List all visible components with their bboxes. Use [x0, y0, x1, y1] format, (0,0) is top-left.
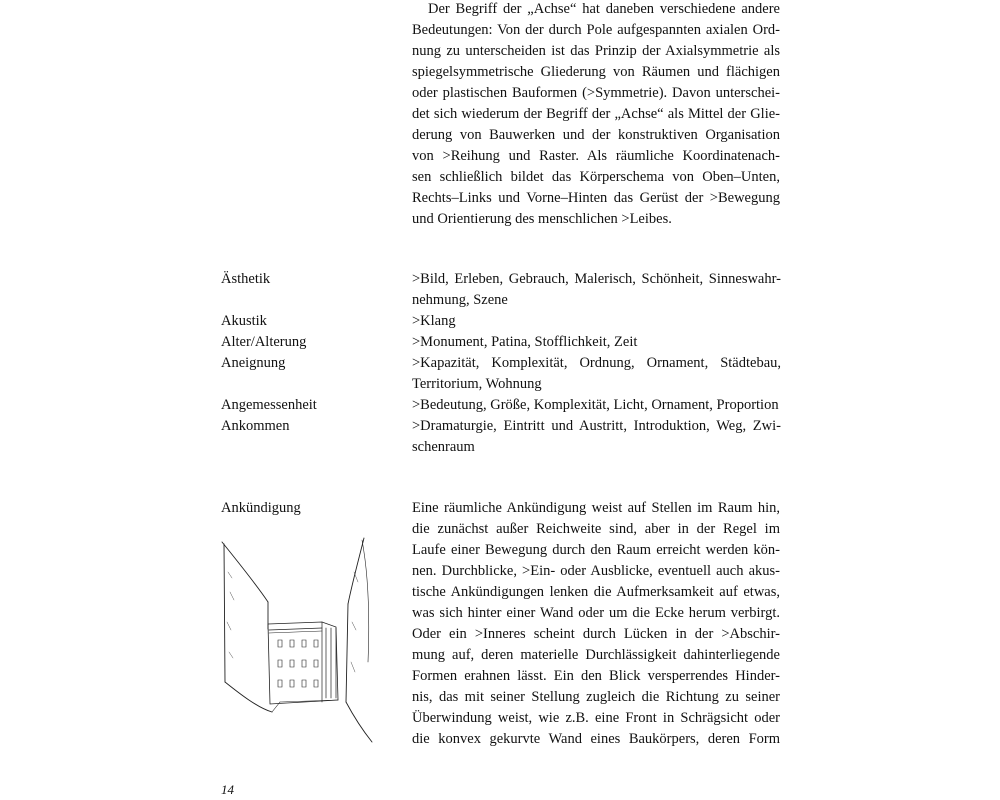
section-line: Überwindung weist, wie z.B. eine Front in Schrägsicht oder: [412, 710, 780, 726]
intro-line: nung zu unterscheiden ist das Prinzip der Axialsymmetrie als: [412, 43, 780, 59]
intro-line: sen schließlich bildet das Körperschema von Oben–Unten,: [412, 169, 780, 185]
section-line: Laufe einer Bewegung durch den Raum erreicht werden kön-: [412, 542, 780, 558]
intro-line: Bedeutungen: Von der durch Pole aufgespannten axialen Ord-: [412, 22, 780, 38]
section-line: Oder ein >Inneres scheint durch Lücken in der >Abschir-: [412, 626, 780, 642]
section-line: die konvex gekurvte Wand eines Baukörpers, deren Form: [412, 731, 780, 747]
cross-reference-list: [221, 269, 781, 458]
section-line: Eine räumliche Ankündigung weist auf Stellen im Raum hin,: [412, 500, 780, 516]
cross-reference-entry: [221, 311, 781, 332]
cross-reference-entry: [221, 416, 781, 458]
entry-term: Aneignung: [221, 355, 286, 371]
intro-line: spiegelsymmetrische Gliederung von Räumen und flächigen: [412, 64, 780, 80]
intro-line: Rechts–Links und Vorne–Hinten das Gerüst der >Bewegung: [412, 190, 780, 206]
entry-term: Angemessenheit: [221, 397, 317, 413]
section-line: tische Ankündigungen lenken die Aufmerksamkeit auf etwas,: [412, 584, 780, 600]
entry-references: >Klang: [412, 313, 456, 329]
section-line: mung auf, deren materielle Durchlässigkeit dahinterliegende: [412, 647, 780, 663]
entry-references: >Kapazität, Komplexität, Ordnung, Ornament, Städtebau, Territorium, Wohnung: [412, 355, 781, 392]
entry-term: Akustik: [221, 313, 267, 329]
intro-line: derung von Bauwerken und der konstruktiven Organisation: [412, 127, 780, 143]
entry-references: >Dramaturgie, Eintritt und Austritt, Introduktion, Weg, Zwi-schenraum: [412, 418, 781, 455]
section-line: was sich hinter einer Wand oder um die Ecke herum verbirgt.: [412, 605, 780, 621]
entry-references: >Bild, Erleben, Gebrauch, Malerisch, Schönheit, Sinneswahr-nehmung, Szene: [412, 271, 781, 308]
entry-term: Ästhetik: [221, 271, 271, 287]
intro-line: det sich wiederum der Begriff der „Achse“ als Mittel der Glie-: [412, 106, 780, 122]
entry-references: >Monument, Patina, Stofflichkeit, Zeit: [412, 334, 638, 350]
section-paragraph: [412, 498, 780, 750]
passage-sketch-illustration: [218, 532, 378, 747]
section-term: Ankündigung: [221, 500, 301, 516]
section-line: die zunächst außer Reichweite sind, aber in der Regel im: [412, 521, 780, 537]
cross-reference-entry: [221, 269, 781, 311]
cross-reference-entry: [221, 353, 781, 395]
cross-reference-entry: [221, 395, 781, 416]
intro-line: von >Reihung und Raster. Als räumliche Koordinatenach-: [412, 148, 780, 164]
entry-references: >Bedeutung, Größe, Komplexität, Licht, Ornament, Proportion: [412, 397, 779, 413]
intro-line: Der Begriff der „Achse“ hat daneben verschiedene andere: [428, 1, 780, 17]
page-number: 14: [221, 782, 234, 797]
section-line: nen. Durchblicke, >Ein- oder Ausblicke, eventuell auch akus-: [412, 563, 780, 579]
section-line: nis, das mit seiner Stellung zugleich die Richtung zu seiner: [412, 689, 780, 705]
cross-reference-entry: [221, 332, 781, 353]
intro-line: oder plastischen Bauformen (>Symmetrie). Davon unterschei-: [412, 85, 780, 101]
section-line: Formen erahnen lässt. Ein den Blick versperrendes Hinder-: [412, 668, 780, 684]
entry-term: Ankommen: [221, 418, 290, 434]
entry-term: Alter/Alterung: [221, 334, 307, 350]
intro-line: und Orientierung des menschlichen >Leibes.: [412, 211, 672, 227]
intro-paragraph: [412, 0, 780, 230]
